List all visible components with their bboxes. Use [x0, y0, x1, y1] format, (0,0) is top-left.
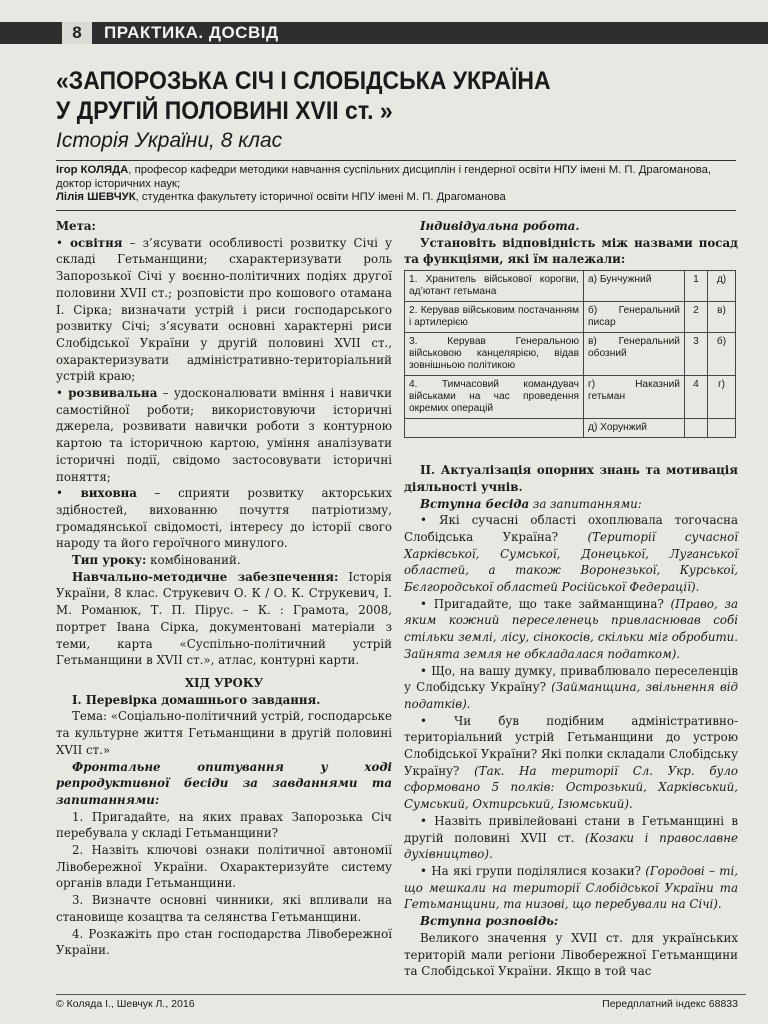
- author1-name: Ігор КОЛЯДА: [56, 164, 129, 176]
- table-cell: 4: [685, 376, 708, 419]
- table-cell: в): [708, 302, 736, 333]
- table-row: [405, 333, 736, 376]
- question-item: • Що, на вашу думку, приваблювало переселенців у Слобідську Україну? (Займанщина, звільнення від податків).: [404, 663, 738, 711]
- section-label: ПРАКТИКА. ДОСВІД: [104, 23, 279, 42]
- frontal-survey: Фронтальне опитування у ході репродуктивної бесіди за завданнями та запитаннями:: [56, 759, 392, 807]
- footer-subscription: Передплатний індекс 68833: [602, 998, 738, 1010]
- matching-task: Установіть відповідність між назвами посад та функціями, які їм належали:: [404, 235, 738, 267]
- table-cell: 3. Керував Генеральною військовою канцелярією, відав зовнішньою політикою: [405, 333, 584, 376]
- goal-developmental: • розвивальна – удосконалювати вміння і навички самостійної роботи; використовуючи історичні джерела, розвивати навички роботи з контурною картою та історичною картою, уміння аналізувати історичні події, свідомо застосовувати історичні поняття;: [56, 386, 392, 484]
- title-line-2: У ДРУГІЙ ПОЛОВИНІ XVII ст. »: [56, 97, 393, 125]
- question-item: • Пригадайте, що таке займанщина? (Право, за яким кожний переселенець привласнював собі стільки землі, лісу, сінокосів, скільки міг обробити. Зайнята земля не обкладалася податком).: [404, 596, 738, 661]
- table-cell: б): [708, 333, 736, 376]
- table-cell: г): [708, 376, 736, 419]
- table-cell: а) Бунчужний: [584, 271, 685, 302]
- goal-upbringing: • виховна – сприяти розвитку акторських здібностей, вихованню почуття патріотизму, громадянської свідомості, інтересу до історії свого народу та його героїчного минулого.: [56, 486, 392, 551]
- table-cell: [685, 419, 708, 438]
- table-cell: в) Генеральний обозний: [584, 333, 685, 376]
- article-title: [56, 66, 682, 126]
- question-1: 1. Пригадайте, на яких правах Запорозька Січ перебувала у складі Гетьманщини?: [56, 809, 392, 841]
- lesson-type: Тип уроку: комбінований.: [72, 553, 241, 568]
- topic: Тема: «Соціально-політичний устрій, господарське та культурне життя Гетьманщини в другій половині XVII ст.»: [56, 709, 392, 757]
- course-heading: ХІД УРОКУ: [184, 675, 264, 690]
- intro-conversation: Вступна бесіда за запитаннями:: [420, 496, 642, 511]
- intro-story-text: Великого значення у XVII ст. для українських територій мали регіони Лівобережної Гетьманщини та Слобідської України. Якщо в той час: [404, 930, 738, 979]
- table-cell: 2. Керував військовим постачанням і артилерією: [405, 302, 584, 333]
- table-cell: 4. Тимчасовий командувач військами на час проведення окремих операцій: [405, 376, 584, 419]
- table-cell: г) Наказний гетьман: [584, 376, 685, 419]
- table-cell: 2: [685, 302, 708, 333]
- author2-desc: , студентка факультету історичної освіти НПУ імені М. П. Драгоманова: [135, 191, 506, 204]
- title-rule: [56, 160, 736, 161]
- page-number: 8: [62, 22, 92, 44]
- question-2: 2. Назвіть ключові ознаки політичної автономії Лівобережної України. Охарактеризуйте систему органів влади Гетьманщини.: [56, 843, 392, 891]
- table-cell: [708, 419, 736, 438]
- table-cell: 3: [685, 333, 708, 376]
- footer-rule: [56, 994, 746, 995]
- intro-story-label: Вступна розповідь:: [420, 914, 559, 929]
- table-cell: д): [708, 271, 736, 302]
- title-line-1: «ЗАПОРОЗЬКА СІЧ І СЛОБІДСЬКА УКРАЇНА: [56, 67, 551, 95]
- table-row: [405, 302, 736, 333]
- authors-rule: [56, 210, 736, 211]
- individual-work: Індивідуальна робота.: [420, 219, 580, 233]
- author1-desc: , професор кафедри методики навчання суспільних дисциплін і гендерної освіти НПУ імені М. П. Драгоманова, доктор історичних наук;: [56, 164, 712, 190]
- table-row: [405, 376, 736, 419]
- section-2-heading: ІІ. Актуалізація опорних знань та мотивація діяльності учнів.: [404, 463, 738, 494]
- table-cell: б) Генеральний писар: [584, 302, 685, 333]
- question-item: • Які сучасні області охоплювала тогочасна Слобідська Україна? (Території сучасної Харківської, Сумської, Донецької, Луганської областей, а також Воронезької, Курської, Бєлгородської областей Російської Федерації).: [404, 513, 738, 595]
- table-cell: 1: [685, 271, 708, 302]
- question-4: 4. Розкажіть про стан господарства Лівобережної України.: [56, 926, 392, 958]
- table-cell: [405, 419, 584, 438]
- matching-table: [404, 270, 736, 438]
- right-column: [404, 218, 738, 980]
- question-item: • На які групи поділялися козаки? (Городові – ті, що мешкали на території Слобідської України та Гетьманщини, та низові, що перебували на Січі).: [404, 863, 738, 912]
- equipment: Навчально-методичне забезпечення: Історія України, 8 клас. Струкевич О. К / О. К. Струкевич, І. М. Романюк, Т. П. Пірус. – К. : Грамота, 2008, портрет Івана Сірка, документовані матеріали з теми, карта «Суспільно-політичний устрій Гетьманщини в XVII ст.», атлас, контурні карти.: [56, 569, 392, 668]
- left-column: [56, 218, 392, 959]
- footer-copyright: © Коляда І., Шевчук Л., 2016: [56, 998, 195, 1010]
- authors-block: [56, 164, 746, 205]
- table-cell: д) Хорунжий: [584, 419, 685, 438]
- question-3: 3. Визначте основні чинники, які впливали на становище козацтва та селянства Гетьманщини.: [56, 893, 392, 924]
- goal-educational: • освітня – з’ясувати особливості розвитку Січі у складі Гетьманщини; схарактеризувати роль Запорозької Січі у воєнно-політичних подіях другої половини XVII ст.; розповісти про кошового отамана І. Сірка; визначати устрій і риси господарського розвитку Січі; з’ясувати основні характерні риси Слобідської України у другій половині XVII ст., охарактеризувати адміністративно-територіальний устрій краю;: [56, 235, 392, 384]
- goal-label: Мета:: [56, 219, 96, 233]
- table-row: [405, 271, 736, 302]
- section-1-heading: І. Перевірка домашнього завдання.: [72, 692, 321, 707]
- table-cell: 1. Хранитель військової корогви, ад’ютант гетьмана: [405, 271, 584, 302]
- table-row: [405, 419, 736, 438]
- question-item: • Назвіть привілейовані стани в Гетьманщині в другій половині XVII ст. (Козаки і православне духівництво).: [404, 813, 738, 862]
- article-subtitle: Історія України, 8 клас: [56, 129, 283, 152]
- author2-name: Лілія ШЕВЧУК: [56, 191, 136, 204]
- question-item: • Чи був подібним адміністративно-територіальний устрій Гетьманщини до устрою Слобідської України? Які полки складали Слобідську Україну? (Так. На території Сл. Укр. було сформовано 5 полків: Острозький, Харківський, Сумський, Охтирський, Ізюмський).: [404, 713, 738, 812]
